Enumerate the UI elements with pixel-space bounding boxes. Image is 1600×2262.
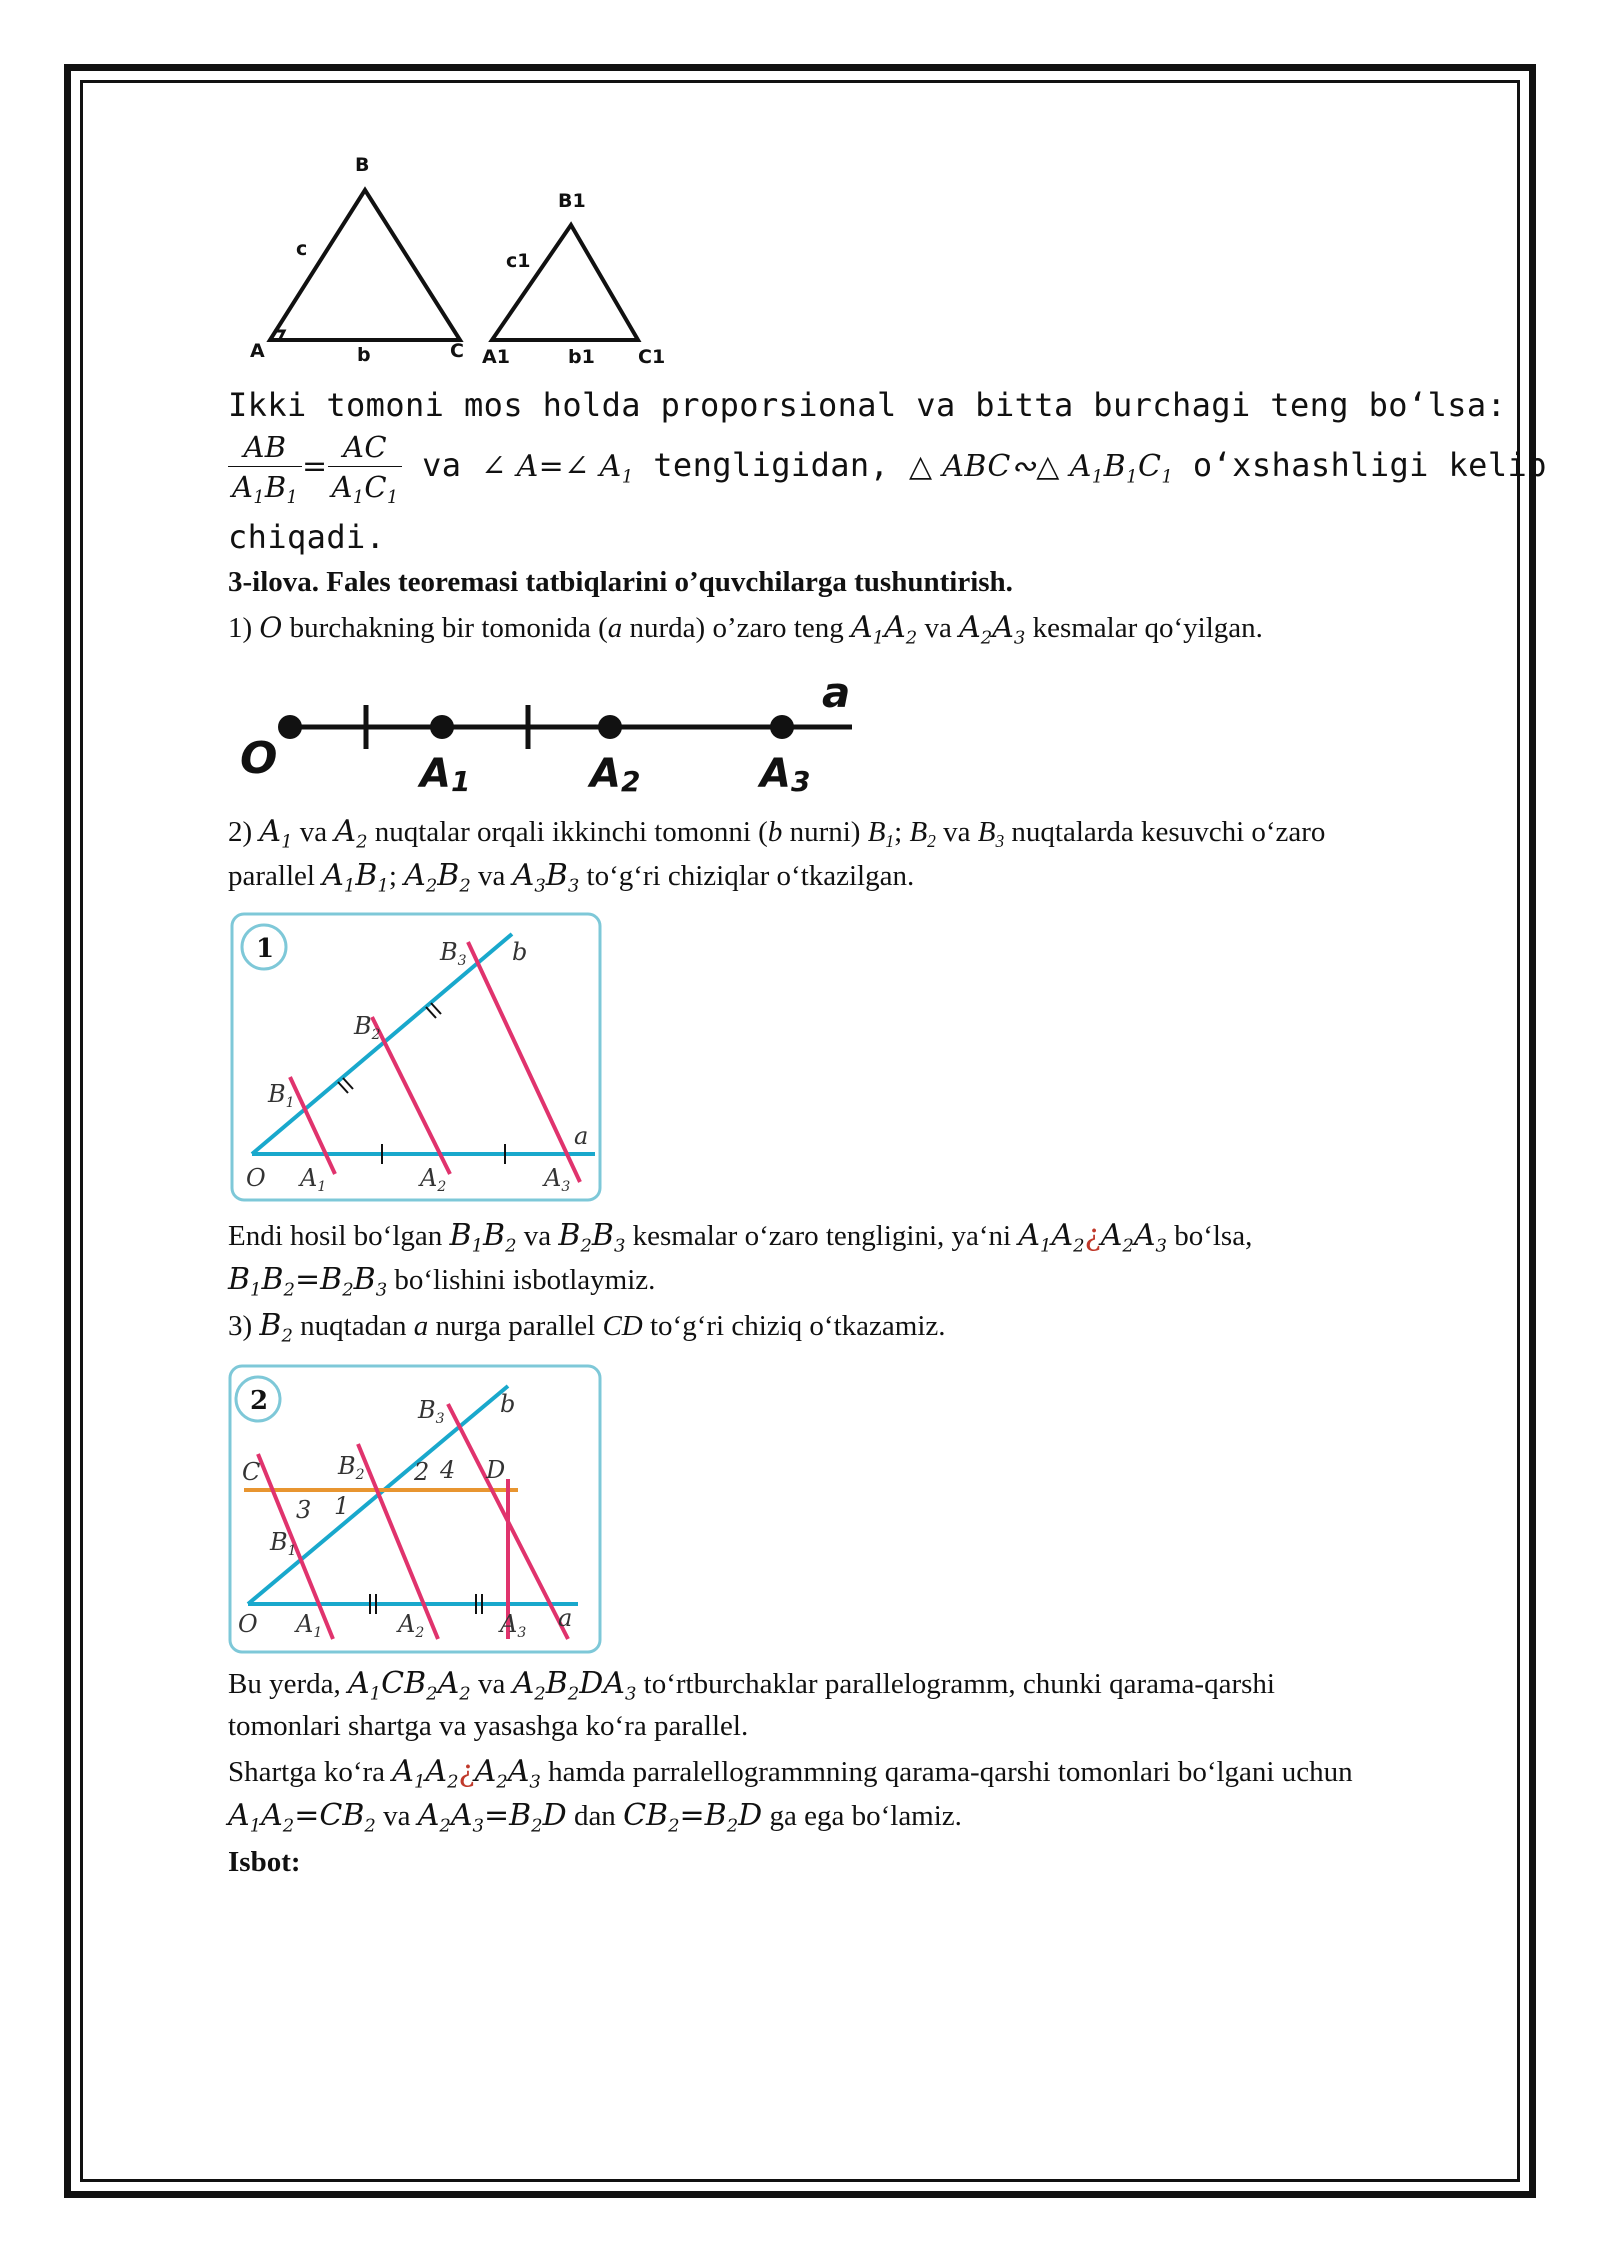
fig1-label-B2: $B_2$ xyxy=(354,1012,381,1043)
label-B: B xyxy=(355,154,370,176)
figure-1-number: 1 xyxy=(256,934,275,964)
para1-formula-line: $\frac{AB}{A_1B_1}$ = $\frac{AC}{A_1C_1}$ va ∠ A=∠ $A_1$ tengligidan, △ ABC∾△ $A_1B_1C_1$ o‘xshashligi kelib xyxy=(228,430,1547,504)
para3-line3: Shartga ko‘ra $A_1A_2¿A_2A_3$ hamda parralellogrammning qarama-qarshi tomonlari bo‘lgani uchun xyxy=(228,1754,1353,1793)
similar-triangles-figure xyxy=(240,145,680,375)
label-b1: b1 xyxy=(568,346,595,368)
fig2-label-D: D xyxy=(486,1456,506,1484)
fig2-angle-1: 1 xyxy=(334,1492,350,1520)
label-B1: B1 xyxy=(558,190,586,212)
label-C: C xyxy=(450,340,464,362)
ray-label-A1: A1 xyxy=(420,751,471,798)
figure-2-number: 2 xyxy=(250,1386,269,1416)
fig1-label-A1: $A_1$ xyxy=(300,1164,327,1195)
fig2-label-A3: $A_3$ xyxy=(500,1610,527,1641)
fig1-label-B1: $B_1$ xyxy=(268,1080,295,1111)
fig2-label-O: O xyxy=(238,1610,258,1638)
fraction-ac: $\frac{AC}{A_1C_1}$ xyxy=(328,430,403,504)
fraction-ab: $\frac{AB}{A_1B_1}$ xyxy=(228,430,302,504)
para1-line1: Ikki tomoni mos holda proporsional va bitta burchagi teng bo‘lsa: xyxy=(228,386,1507,424)
section-heading: 3-ilova. Fales teoremasi tatbiqlarini o’quvchilarga tushuntirish. xyxy=(228,566,1013,598)
fig2-label-A1: $A_1$ xyxy=(296,1610,323,1641)
fig1-label-A3: $A_3$ xyxy=(544,1164,571,1195)
step2-line1: 2) $A_1$ va $A_2$ nuqtalar orqali ikkinchi tomonni (b nurni) $B_1$; $B_2$ va $B_3$ nuqtalarda kesuvchi o‘zaro xyxy=(228,814,1326,853)
label-A: A xyxy=(250,340,265,362)
fig1-label-O: O xyxy=(246,1164,266,1192)
fig1-label-B3: $B_3$ xyxy=(440,938,467,969)
label-C1: C1 xyxy=(638,346,666,368)
para2-line1: Endi hosil bo‘lgan $B_1B_2$ va $B_2B_3$ kesmalar o‘zaro tengligini, ya‘ni $A_1A_2¿A_2A_3$ bo‘lsa, xyxy=(228,1218,1253,1257)
label-A1: A1 xyxy=(482,346,510,368)
fig2-label-B2: $B_2$ xyxy=(338,1452,365,1483)
ray-label-a: a xyxy=(822,668,851,717)
similarity-expression: △ ABC∾△ $A_1B_1C_1$ xyxy=(908,449,1174,488)
fig2-label-B1: $B_1$ xyxy=(270,1528,297,1559)
step1-text: 1) O burchakning bir tomonida (a nurda) o’zaro teng $A_1A_2$ va $A_2A_3$ kesmalar qo‘yilgan. xyxy=(228,610,1263,649)
ray-label-O: O xyxy=(240,733,278,784)
fig2-label-C: C xyxy=(242,1458,261,1486)
fig2-label-a: a xyxy=(558,1604,573,1632)
fig1-label-a: a xyxy=(574,1122,589,1150)
fig2-label-b: b xyxy=(500,1390,516,1418)
label-c1: c1 xyxy=(506,250,531,272)
fig2-label-A2: $A_2$ xyxy=(398,1610,425,1641)
para3-line4: $A_1A_2=CB_2$ va $A_2A_3=B_2D$ dan $CB_2=B_2D$ ga ega bo‘lamiz. xyxy=(228,1798,962,1837)
figure-2 xyxy=(228,1364,602,1654)
para2-line3: 3) $B_2$ nuqtadan a nurga parallel CD to‘g‘ri chiziq o‘tkazamiz. xyxy=(228,1308,946,1347)
ray-a-figure xyxy=(230,665,870,815)
fig2-label-B3: $B_3$ xyxy=(418,1396,445,1427)
step2-line2: parallel $A_1B_1$; $A_2B_2$ va $A_3B_3$ to‘g‘ri chiziqlar o‘tkazilgan. xyxy=(228,858,915,897)
angle-equality: ∠ A=∠ $A_1$ xyxy=(481,449,634,488)
fig1-label-A2: $A_2$ xyxy=(420,1164,447,1195)
fig1-label-b: b xyxy=(512,938,528,966)
fig2-angle-4: 4 xyxy=(440,1456,456,1484)
ray-label-A2: A2 xyxy=(590,751,641,798)
label-b: b xyxy=(357,344,371,366)
label-c: c xyxy=(296,238,308,260)
isbot-label: Isbot: xyxy=(228,1846,301,1878)
para3-line2: tomonlari shartga va yasashga ko‘ra parallel. xyxy=(228,1710,749,1742)
para2-line2: $B_1B_2=B_2B_3$ bo‘lishini isbotlaymiz. xyxy=(228,1262,656,1301)
fig2-angle-2: 2 xyxy=(414,1458,430,1486)
para3-line1: Bu yerda, $A_1CB_2A_2$ va $A_2B_2DA_3$ to‘rtburchaklar parallelogramm, chunki qarama-qarshi xyxy=(228,1666,1275,1705)
para1-line3: chiqadi. xyxy=(228,518,386,556)
figure-1 xyxy=(230,912,602,1202)
ray-label-A3: A3 xyxy=(760,751,811,798)
fig2-angle-3: 3 xyxy=(296,1496,312,1524)
